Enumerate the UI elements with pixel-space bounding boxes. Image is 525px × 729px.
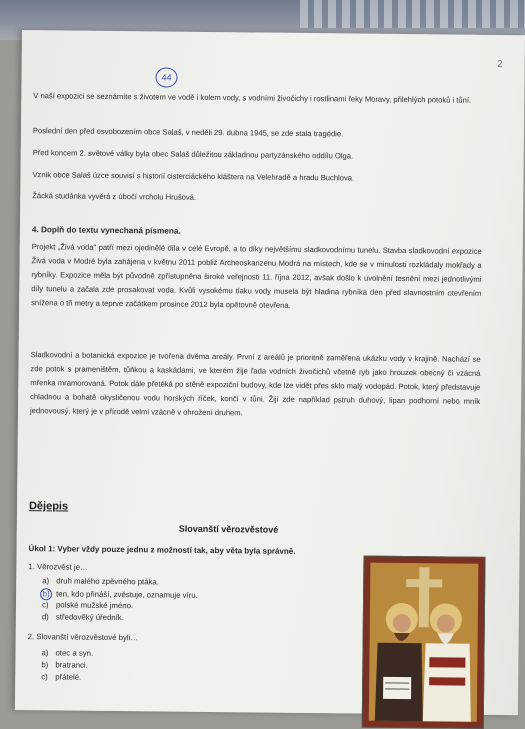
intro-sentence-2: Poslední den před osvobozením obce Salaš, v neděli 29. dubna 1945, se zde stala tragédie. [33,125,483,141]
option-text: přátelé. [55,672,81,681]
option-text: polské mužské jméno. [56,600,133,610]
option-letter-circled: b) [42,588,56,600]
q1-option-c[interactable] [42,600,133,610]
task4-paragraph-1: Projekt „Živá voda" patří mezi ojedinělé díla v celé Evropě, a to díky největšímu sladkovodnímu tunelu. Stavba sladkovodní expozice Živá voda v Modré byla zahájena v květnu 2011 pobliž Archeoskanzenu Modrá na místech, kde se v minulosti rozkládaly mokřady a rybníky. Expozice měla být původně zpřístupněna široké veřejnosti 11. října 2012, avšak došlo k uvolnění tesnění mezi jednotlivými díly tunelu a začala zde prosakovat voda. Kvůli vysokému tlaku vody musela být hladina rybníka den před slavnostním otevřením snížena o tři metry a teprve začátkem prosince 2012 byla opětovně otevřena. [31,240,482,315]
option-letter: d) [42,612,56,621]
saints-icon-illustration [362,556,486,729]
task4-heading: 4. Doplň do textu vynechaná písmena. [32,224,482,240]
intro-sentence-1: V naší expozici se seznámíte s životem ve vodě i kolem vody, s vodními živočichy i rostlinami řeky Moravy, přilehlých potoků i tůní. [33,90,483,106]
intro-sentence-4: Vznik obce Salaš úzce souvisí s historií cisterciáckého kláštera na Velehradě a hradu Buchlova. [32,169,482,185]
subject-title: Slovanští věrozvěstové [179,524,279,535]
q1-option-d[interactable] [42,612,124,622]
option-text: středověký úředník. [56,612,124,622]
option-text: bratranci. [55,660,88,669]
task1-heading: Úkol 1: Vyber vždy pouze jednu z možností tak, aby věta byla správně. [29,544,296,556]
worksheet-page [15,30,525,715]
option-letter: c) [41,672,55,681]
question-1-label: 1. Věrozvěst je… [28,562,87,572]
intro-sentence-5: Žácká studánka vyvěrá z úbočí vrcholu Hrušová. [32,190,482,206]
q2-option-c[interactable] [41,672,81,681]
task4-paragraph-2: Sladkovodní a botanická expozice je tvořena dvěma areály. První z areálů je prioritně zaměřena ukázku vody v krajině. Nachází se zde potok s prameništěm, tůňkou a kaskádami, ve kterém žije řada vodních živočichů včetně ryb jako hrouzek obecný či vzácná mřenka mramorovaná. Potok dále přetéká po stěně expoziční budovy, kde lze vidět přes sklo malý vodopád. Potok, který představuje chladnou a bohatě okysličenou vodu horských říček, končí v tůni. Žijí zde například pstruh duhový, lipan podhorní nebo mník jednovousý, který je v přírodě velmi vzácně v ohrožení druhem. [30,348,481,423]
section-title-history: Dějepis [29,500,68,512]
q2-option-b[interactable] [41,660,88,669]
intro-sentence-3: Před koncem 2. světové války byla obec Salaš důležitou základnou partyzánského oddílu Olga. [33,147,483,163]
option-letter: a) [42,576,56,585]
option-text: ten, kdo přináší, zvěstuje, oznamuje víru. [56,589,198,599]
option-text: druh malého zpěvného ptáka. [56,576,159,586]
q2-option-a[interactable] [41,648,93,658]
option-letter: a) [41,648,55,657]
q1-option-a[interactable] [42,576,159,586]
option-text: otec a syn. [55,648,93,657]
icon-painting [363,557,485,728]
option-letter: b) [41,660,55,669]
option-letter: c) [42,600,56,609]
fabric-pattern [300,0,525,28]
corner-mark: 2 [497,59,503,70]
page-number-circled: 44 [155,67,177,87]
question-2-label: 2. Slovanští věrozvěstové byli… [28,632,139,642]
